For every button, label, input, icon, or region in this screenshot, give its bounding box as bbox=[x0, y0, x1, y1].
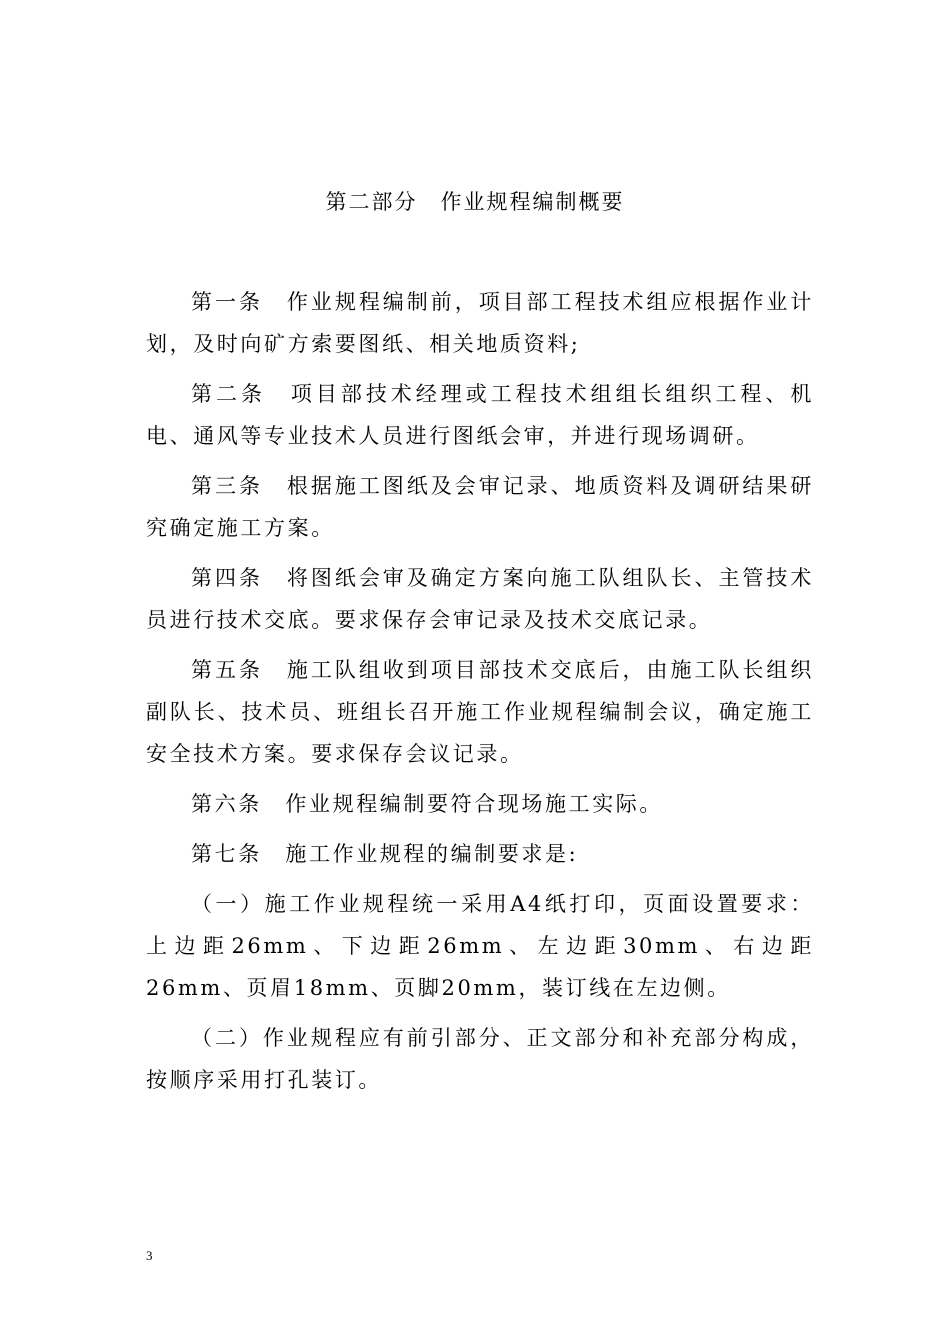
article-3: 第三条 根据施工图纸及会审记录、地质资料及调研结果研究确定施工方案。 bbox=[146, 474, 814, 540]
article-7: 第七条 施工作业规程的编制要求是: bbox=[191, 842, 579, 866]
article-6: 第六条 作业规程编制要符合现场施工实际。 bbox=[191, 792, 663, 816]
page-number: 3 bbox=[146, 1248, 153, 1263]
article-7-item-2: （二）作业规程应有前引部分、正文部分和补充部分构成，按顺序采用打孔装订。 bbox=[146, 1026, 814, 1092]
article-1: 第一条 作业规程编制前，项目部工程技术组应根据作业计划，及时向矿方索要图纸、相关地质资料; bbox=[146, 290, 814, 356]
article-7-item-1: （一）施工作业规程统一采用A4纸打印，页面设置要求：上边距26mm、下边距26mm、左边距30mm、右边距26mm、页眉18mm、页脚20mm，装订线在左边侧。 bbox=[146, 892, 814, 1000]
article-2: 第二条 项目部技术经理或工程技术组组长组织工程、机电、通风等专业技术人员进行图纸会审，并进行现场调研。 bbox=[146, 382, 814, 448]
document-body bbox=[146, 281, 814, 1109]
article-5: 第五条 施工队组收到项目部技术交底后，由施工队长组织副队长、技术员、班组长召开施工作业规程编制会议，确定施工安全技术方案。要求保存会议记录。 bbox=[146, 658, 814, 766]
section-title: 第二部分 作业规程编制概要 bbox=[325, 190, 625, 214]
article-4: 第四条 将图纸会审及确定方案向施工队组队长、主管技术员进行技术交底。要求保存会审记录及技术交底记录。 bbox=[146, 566, 814, 632]
